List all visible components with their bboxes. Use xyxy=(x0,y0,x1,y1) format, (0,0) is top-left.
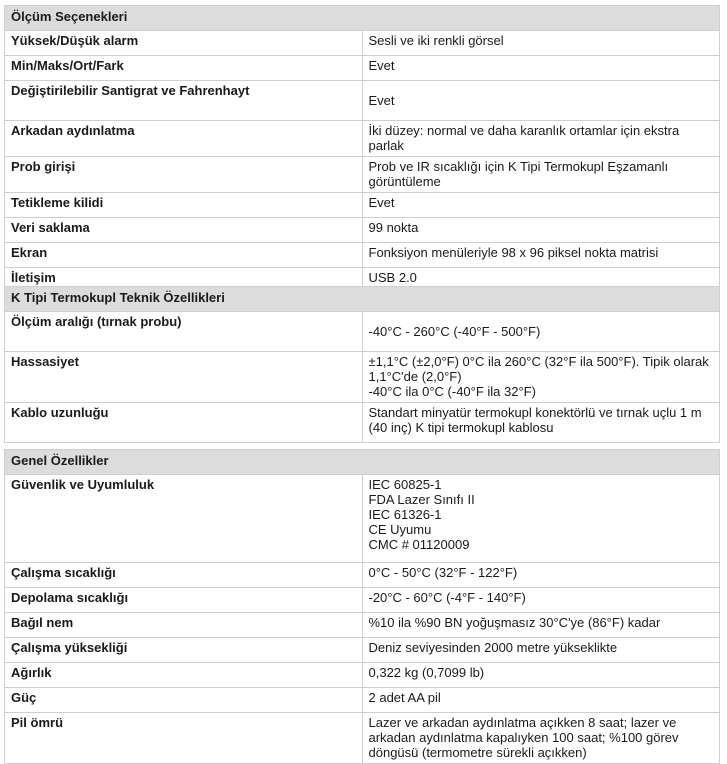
table-row xyxy=(5,56,720,81)
spec-value: İki düzey: normal ve daha karanlık ortamlar için ekstra parlak xyxy=(362,121,720,157)
spec-key: Min/Maks/Ort/Fark xyxy=(5,56,363,81)
table-row xyxy=(5,403,720,443)
table-row xyxy=(5,475,720,563)
table-row xyxy=(5,81,720,121)
spec-key: Ağırlık xyxy=(5,663,363,688)
spec-value: Sesli ve iki renkli görsel xyxy=(362,31,720,56)
table-row xyxy=(5,243,720,268)
table-row xyxy=(5,157,720,193)
spec-key: Veri saklama xyxy=(5,218,363,243)
spec-key: Tetikleme kilidi xyxy=(5,193,363,218)
spec-key: Kablo uzunluğu xyxy=(5,403,363,443)
spec-value: Evet xyxy=(362,56,720,81)
spec-key: Pil ömrü xyxy=(5,713,363,764)
thermocouple-specs-table xyxy=(4,286,720,443)
table-row xyxy=(5,663,720,688)
spec-value: Fonksiyon menüleriyle 98 x 96 piksel nokta matrisi xyxy=(362,243,720,268)
spec-value: ±1,1°C (±2,0°F) 0°C ila 260°C (32°F ila 500°F). Tipik olarak 1,1°C'de (2,0°F) -40°C ila 0°C (-40°F ila 32°F) xyxy=(362,352,720,403)
spec-value: -20°C - 60°C (-4°F - 140°F) xyxy=(362,588,720,613)
spec-value: 2 adet AA pil xyxy=(362,688,720,713)
spec-value: IEC 60825-1 FDA Lazer Sınıfı II IEC 61326-1 CE Uyumu CMC # 01120009 xyxy=(362,475,720,563)
spec-key: Ekran xyxy=(5,243,363,268)
spec-value: Evet xyxy=(362,193,720,218)
spec-key: Yüksek/Düşük alarm xyxy=(5,31,363,56)
spec-key: Ölçüm aralığı (tırnak probu) xyxy=(5,312,363,352)
spec-value: Prob ve IR sıcaklığı için K Tipi Termokupl Eşzamanlı görüntüleme xyxy=(362,157,720,193)
spec-value: 0°C - 50°C (32°F - 122°F) xyxy=(362,563,720,588)
table-row xyxy=(5,688,720,713)
spec-value: Lazer ve arkadan aydınlatma açıkken 8 saat; lazer ve arkadan aydınlatma kapalıyken 100 saat; %100 görev döngüsü (termometre sürekli açıkken) xyxy=(362,713,720,764)
table-row xyxy=(5,613,720,638)
table-row xyxy=(5,638,720,663)
spec-key: Çalışma yüksekliği xyxy=(5,638,363,663)
section-title: Genel Özellikler xyxy=(5,450,720,475)
table-row xyxy=(5,218,720,243)
table-row xyxy=(5,563,720,588)
general-specs-table xyxy=(4,449,720,764)
section-title: K Tipi Termokupl Teknik Özellikleri xyxy=(5,287,720,312)
spec-key: Prob girişi xyxy=(5,157,363,193)
table-row xyxy=(5,312,720,352)
spec-value: USB 2.0 xyxy=(362,268,720,293)
measurement-options-table xyxy=(4,5,720,293)
spec-key: Değiştirilebilir Santigrat ve Fahrenhayt xyxy=(5,81,363,121)
spec-value: Standart minyatür termokupl konektörlü ve tırnak uçlu 1 m (40 inç) K tipi termokupl kablosu xyxy=(362,403,720,443)
table-row xyxy=(5,588,720,613)
spec-key: Güvenlik ve Uyumluluk xyxy=(5,475,363,563)
spec-value: -40°C - 260°C (-40°F - 500°F) xyxy=(362,312,720,352)
spec-value: Deniz seviyesinden 2000 metre yükseklikte xyxy=(362,638,720,663)
section-title: Ölçüm Seçenekleri xyxy=(5,6,720,31)
spec-key: Güç xyxy=(5,688,363,713)
spec-value: 0,322 kg (0,7099 lb) xyxy=(362,663,720,688)
spec-key: Bağıl nem xyxy=(5,613,363,638)
spec-key: Çalışma sıcaklığı xyxy=(5,563,363,588)
spec-key: İletişim xyxy=(5,268,363,293)
table-row xyxy=(5,121,720,157)
spec-value: 99 nokta xyxy=(362,218,720,243)
spec-key: Arkadan aydınlatma xyxy=(5,121,363,157)
spec-value: Evet xyxy=(362,81,720,121)
spec-value: %10 ila %90 BN yoğuşmasız 30°C'ye (86°F) kadar xyxy=(362,613,720,638)
table-row xyxy=(5,352,720,403)
spec-key: Hassasiyet xyxy=(5,352,363,403)
spec-key: Depolama sıcaklığı xyxy=(5,588,363,613)
table-row xyxy=(5,193,720,218)
table-row xyxy=(5,31,720,56)
